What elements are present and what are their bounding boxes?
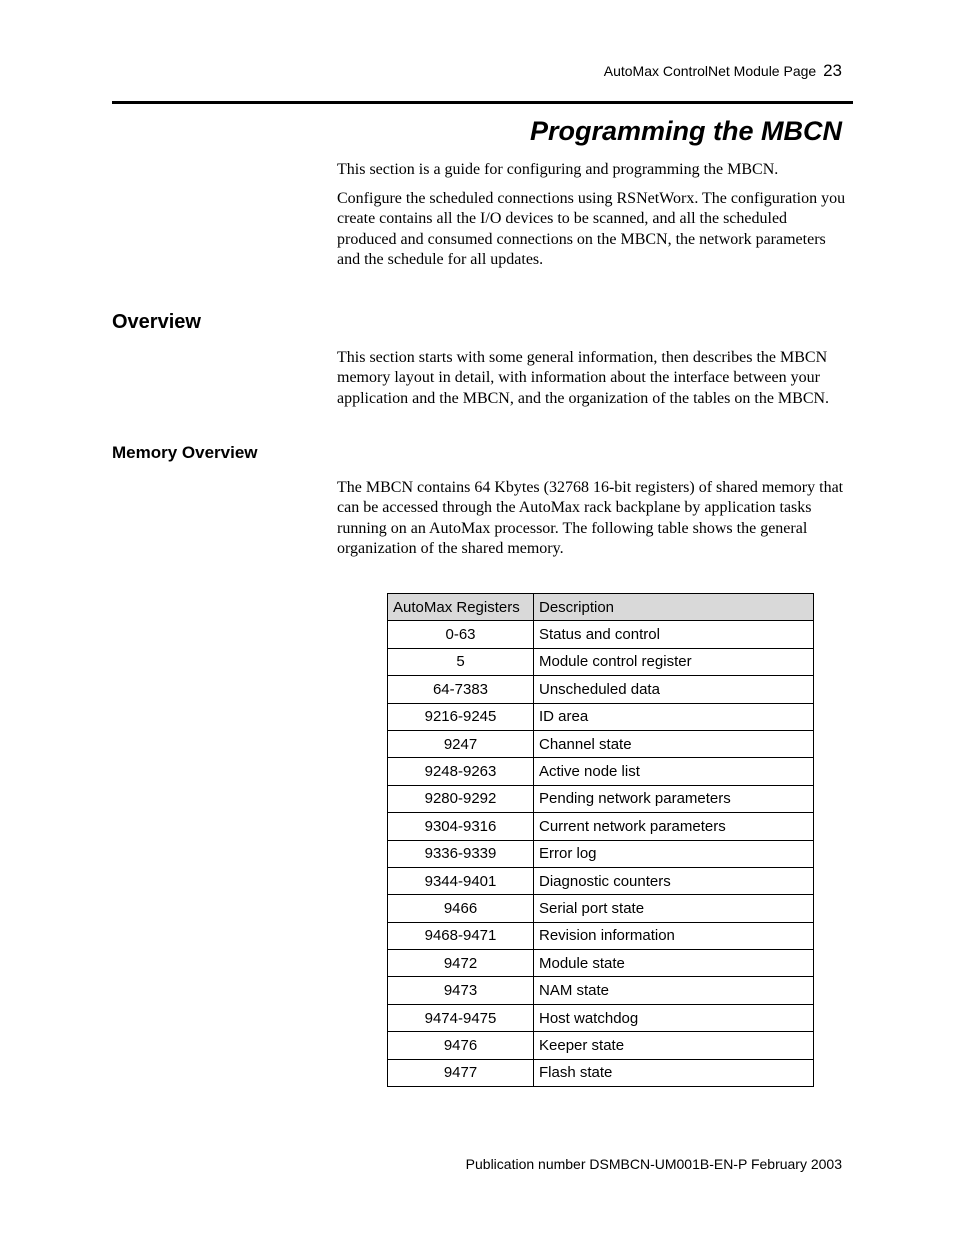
description-cell: Current network parameters (534, 813, 814, 840)
table-row (388, 813, 814, 840)
registers-cell: 9280-9292 (388, 785, 534, 812)
registers-cell: 9336-9339 (388, 840, 534, 867)
registers-cell: 0-63 (388, 621, 534, 648)
memory-overview-paragraph: The MBCN contains 64 Kbytes (32768 16-bit registers) of shared memory that can be accessed through the AutoMax rack backplane by application tasks running on an AutoMax processor. The following table shows the general organization of the shared memory. (337, 479, 844, 557)
table-row (388, 621, 814, 648)
running-title: AutoMax ControlNet Module Page (603, 63, 817, 79)
description-cell: Pending network parameters (534, 785, 814, 812)
table-row (388, 730, 814, 757)
description-cell: Flash state (534, 1059, 814, 1086)
table-row (388, 676, 814, 703)
registers-cell: 9304-9316 (388, 813, 534, 840)
description-cell: Diagnostic counters (534, 867, 814, 894)
description-cell: Serial port state (534, 895, 814, 922)
table-row (388, 1032, 814, 1059)
registers-cell: 9466 (388, 895, 534, 922)
table-row (388, 950, 814, 977)
description-cell: Module control register (534, 648, 814, 675)
description-cell: Host watchdog (534, 1004, 814, 1031)
registers-cell: 9473 (388, 977, 534, 1004)
description-cell: NAM state (534, 977, 814, 1004)
table-row (388, 840, 814, 867)
table-row (388, 785, 814, 812)
description-cell: Keeper state (534, 1032, 814, 1059)
registers-cell: 64-7383 (388, 676, 534, 703)
publication-footer: Publication number DSMBCN-UM001B-EN-P February 2003 (465, 1156, 842, 1172)
overview-heading: Overview (112, 311, 201, 333)
column-header-registers: AutoMax Registers (388, 594, 534, 621)
intro-paragraph-2: Configure the scheduled connections using RSNetWorx. The configuration you create contains all the I/O devices to be scanned, and all the scheduled produced and consumed connections on the MBCN, the network parameters and the schedule for all updates. (337, 190, 846, 268)
registers-cell: 9344-9401 (388, 867, 534, 894)
table-row (388, 703, 814, 730)
description-cell: Status and control (534, 621, 814, 648)
header-rule (112, 101, 853, 104)
memory-map-table (387, 593, 814, 1087)
description-cell: Revision information (534, 922, 814, 949)
table-row (388, 648, 814, 675)
registers-cell: 9477 (388, 1059, 534, 1086)
registers-cell: 9247 (388, 730, 534, 757)
memory-overview-heading: Memory Overview (112, 443, 258, 462)
overview-paragraph: This section starts with some general information, then describes the MBCN memory layout in detail, with information about the interface between your application and the MBCN, and the organization of the tables on the MBCN. (337, 349, 830, 407)
table-row (388, 1059, 814, 1086)
page-number: 23 (823, 61, 842, 80)
description-cell: Channel state (534, 730, 814, 757)
column-header-description: Description (534, 594, 814, 621)
table-row (388, 1004, 814, 1031)
description-cell: Error log (534, 840, 814, 867)
intro-paragraph-1: This section is a guide for configuring and programming the MBCN. (337, 161, 779, 178)
table-row (388, 758, 814, 785)
registers-cell: 9468-9471 (388, 922, 534, 949)
registers-cell: 9248-9263 (388, 758, 534, 785)
section-title: Programming the MBCN (529, 116, 842, 146)
registers-cell: 5 (388, 648, 534, 675)
description-cell: ID area (534, 703, 814, 730)
description-cell: Module state (534, 950, 814, 977)
table-row (388, 922, 814, 949)
description-cell: Active node list (534, 758, 814, 785)
description-cell: Unscheduled data (534, 676, 814, 703)
table-row (388, 977, 814, 1004)
registers-cell: 9216-9245 (388, 703, 534, 730)
table-row (388, 895, 814, 922)
table-row (388, 867, 814, 894)
table-header-row (388, 594, 814, 621)
running-header (604, 61, 842, 81)
registers-cell: 9476 (388, 1032, 534, 1059)
registers-cell: 9472 (388, 950, 534, 977)
registers-cell: 9474-9475 (388, 1004, 534, 1031)
table-body (388, 621, 814, 1087)
